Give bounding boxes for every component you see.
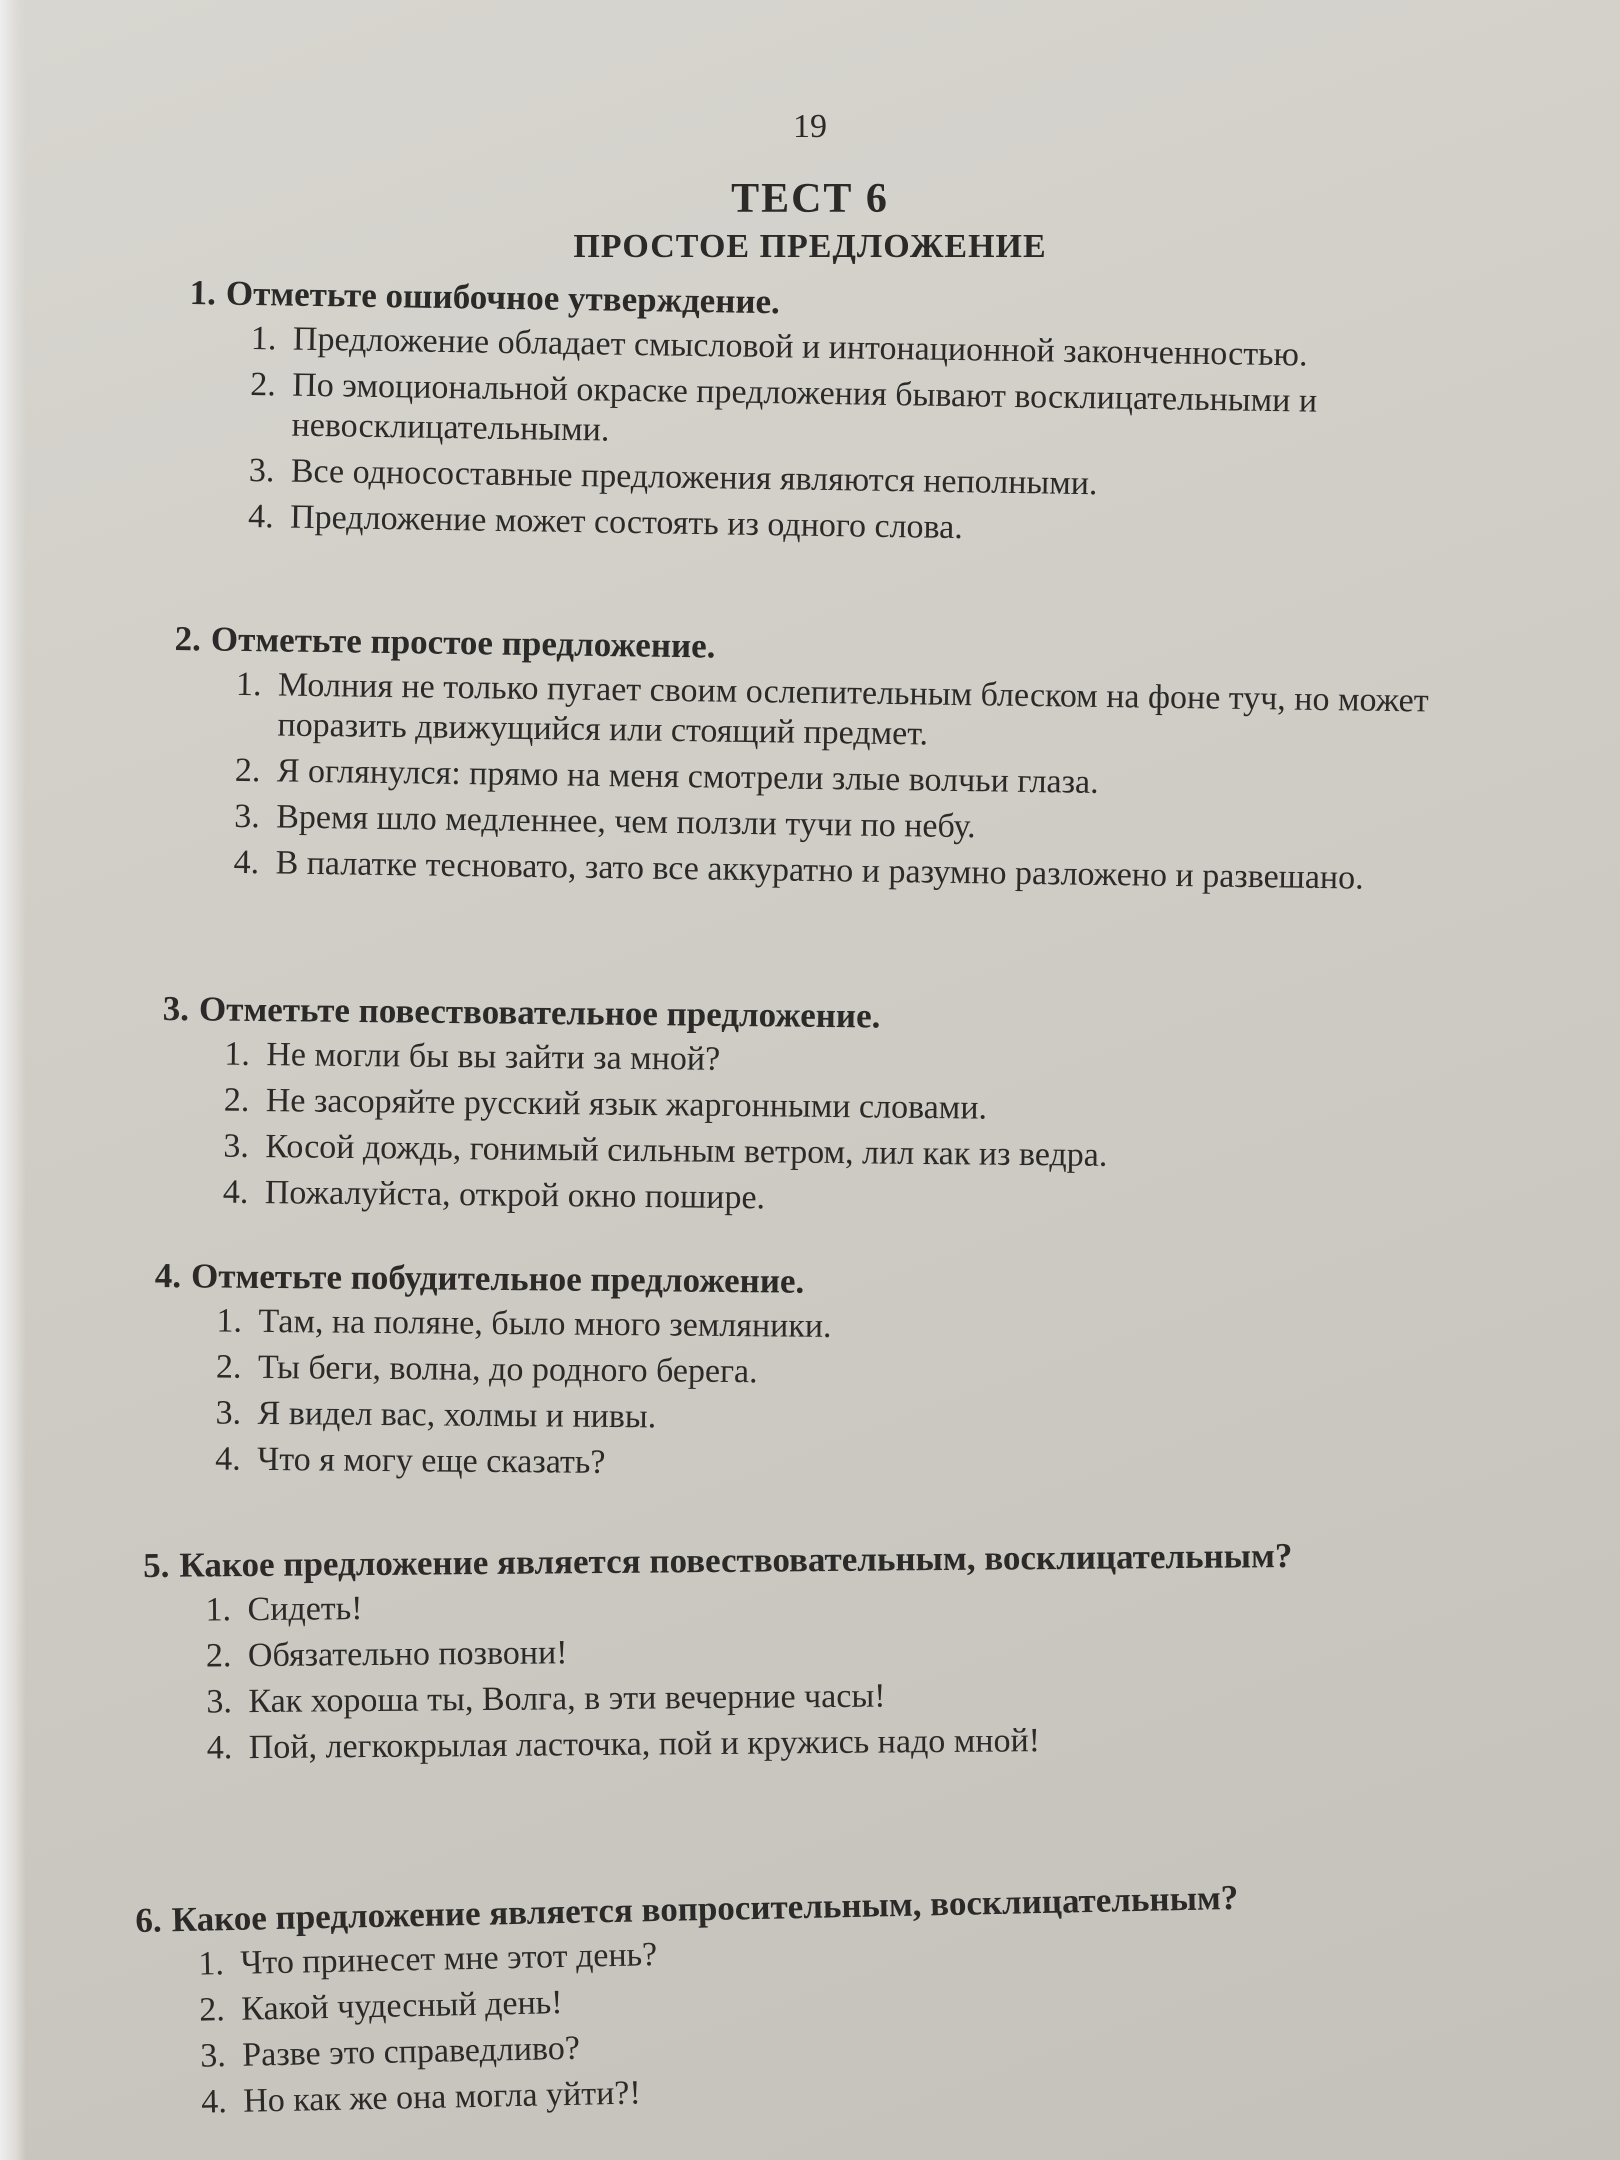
option-number: 3. bbox=[215, 1394, 242, 1432]
option-number: 4. bbox=[200, 2083, 228, 2121]
page-number: 19 bbox=[793, 108, 827, 145]
option-number: 3. bbox=[248, 451, 275, 490]
answer-option-4 bbox=[223, 1173, 1421, 1226]
option-number: 4. bbox=[206, 1729, 233, 1767]
answer-option-1 bbox=[235, 665, 1434, 762]
question-title bbox=[143, 1534, 1403, 1587]
question-number: 1. bbox=[189, 272, 217, 313]
option-text: Что принесет мне этот день? bbox=[239, 1936, 658, 1982]
question-text: Отметьте побудительное предложение. bbox=[190, 1256, 805, 1301]
option-text: Косой дождь, гонимый сильным ветром, лил как из ведра. bbox=[265, 1128, 1108, 1174]
option-number: 1. bbox=[197, 1945, 225, 1983]
option-number: 4. bbox=[247, 497, 274, 536]
answer-option-4 bbox=[215, 1440, 1413, 1490]
option-number: 2. bbox=[205, 1637, 232, 1675]
question-text: Какое предложение является повествовательным, восклицательным? bbox=[179, 1535, 1293, 1585]
question-number: 5. bbox=[143, 1545, 170, 1585]
option-text: Молния не только пугает своим ослепительным блеском на фоне туч, но может поразить движущийся или стоящий предмет. bbox=[277, 666, 1429, 753]
option-number: 3. bbox=[233, 797, 260, 836]
option-text: Я видел вас, холмы и нивы. bbox=[257, 1394, 657, 1436]
option-text: Сидеть! bbox=[247, 1590, 363, 1629]
option-text: Обязательно позвони! bbox=[247, 1634, 568, 1675]
option-text: В палатке тесновато, зато все аккуратно и разумно разложено и развешано. bbox=[275, 844, 1364, 897]
question-6 bbox=[135, 1874, 1400, 2130]
option-number: 3. bbox=[199, 2037, 227, 2075]
option-number: 2. bbox=[223, 1081, 250, 1119]
test-title: ТЕСТ 6 bbox=[731, 176, 889, 222]
question-2 bbox=[171, 618, 1435, 906]
option-text: Ты беги, волна, до родного берега. bbox=[257, 1348, 758, 1391]
option-number: 4. bbox=[233, 843, 260, 882]
option-number: 4. bbox=[222, 1173, 249, 1211]
answer-option-1 bbox=[216, 1302, 1414, 1352]
answer-option-3 bbox=[215, 1394, 1413, 1444]
question-number: 6. bbox=[135, 1900, 163, 1940]
question-1 bbox=[186, 272, 1450, 562]
question-4 bbox=[153, 1255, 1415, 1496]
answer-option-1 bbox=[224, 1035, 1422, 1088]
option-text: Время шло медленнее, чем ползли тучи по небу. bbox=[275, 798, 976, 846]
option-number: 2. bbox=[249, 365, 277, 404]
question-text: Отметьте повествовательное предложение. bbox=[198, 989, 881, 1036]
answer-option-4 bbox=[207, 1718, 1405, 1768]
option-number: 1. bbox=[205, 1591, 232, 1629]
option-text: Пожалуйста, открой окно пошире. bbox=[264, 1174, 766, 1217]
option-text: Не засоряйте русский язык жаргонными словами. bbox=[265, 1082, 988, 1127]
question-title bbox=[155, 1255, 1415, 1308]
option-text: По эмоциональной окраске предложения бывают восклицательными и невосклицательными. bbox=[291, 366, 1318, 449]
option-text: Пой, легкокрылая ласточка, пой и кружись надо мной! bbox=[248, 1722, 1041, 1767]
option-text: Там, на поляне, было много земляники. bbox=[258, 1302, 832, 1345]
question-text: Отметьте ошибочное утверждение. bbox=[225, 273, 781, 322]
option-number: 3. bbox=[223, 1127, 250, 1165]
option-number: 1. bbox=[224, 1035, 251, 1073]
option-number: 1. bbox=[235, 665, 262, 704]
option-text: Я оглянулся: прямо на меня смотрели злые волчьи глаза. bbox=[276, 752, 1099, 801]
option-number: 2. bbox=[234, 751, 261, 790]
question-3 bbox=[161, 988, 1423, 1231]
answer-option-2 bbox=[224, 1081, 1422, 1134]
answer-option-3 bbox=[206, 1672, 1404, 1722]
answer-option-1 bbox=[205, 1580, 1403, 1630]
question-number: 3. bbox=[162, 988, 190, 1029]
question-text: Отметьте простое предложение. bbox=[210, 619, 716, 666]
question-number: 4. bbox=[154, 1256, 182, 1296]
question-number: 2. bbox=[174, 618, 202, 659]
question-5 bbox=[143, 1534, 1405, 1775]
option-text: Не могли бы вы зайти за мной? bbox=[266, 1036, 721, 1078]
option-text: Предложение может состоять из одного слова. bbox=[289, 498, 964, 547]
option-text: Разве это справедливо? bbox=[241, 2029, 581, 2074]
option-number: 2. bbox=[215, 1348, 242, 1386]
page-edge bbox=[0, 0, 26, 2160]
option-text: Что я могу еще сказать? bbox=[257, 1440, 606, 1481]
answer-option-4 bbox=[233, 843, 1431, 900]
answer-option-2 bbox=[206, 1626, 1404, 1676]
option-text: Какой чудесный день! bbox=[240, 1984, 563, 2028]
answer-option-3 bbox=[223, 1127, 1421, 1180]
option-number: 4. bbox=[215, 1440, 241, 1478]
option-text: Но как же она могла уйти?! bbox=[242, 2074, 642, 2120]
test-subtitle: ПРОСТОЕ ПРЕДЛОЖЕНИЕ bbox=[573, 228, 1047, 265]
option-number: 3. bbox=[206, 1683, 233, 1721]
option-number: 2. bbox=[198, 1991, 226, 2029]
option-number: 1. bbox=[216, 1302, 243, 1340]
option-text: Как хороша ты, Волга, в эти вечерние часы! bbox=[248, 1677, 886, 1721]
option-text: Все односоставные предложения являются неполными. bbox=[290, 452, 1098, 503]
question-text: Какое предложение является вопросительным, восклицательным? bbox=[171, 1877, 1239, 1940]
option-text: Предложение обладает смысловой и интонационной законченностью. bbox=[292, 320, 1308, 374]
question-title bbox=[163, 988, 1423, 1043]
answer-option-2 bbox=[216, 1348, 1414, 1398]
option-number: 1. bbox=[250, 319, 277, 358]
answer-option-2 bbox=[249, 365, 1448, 464]
